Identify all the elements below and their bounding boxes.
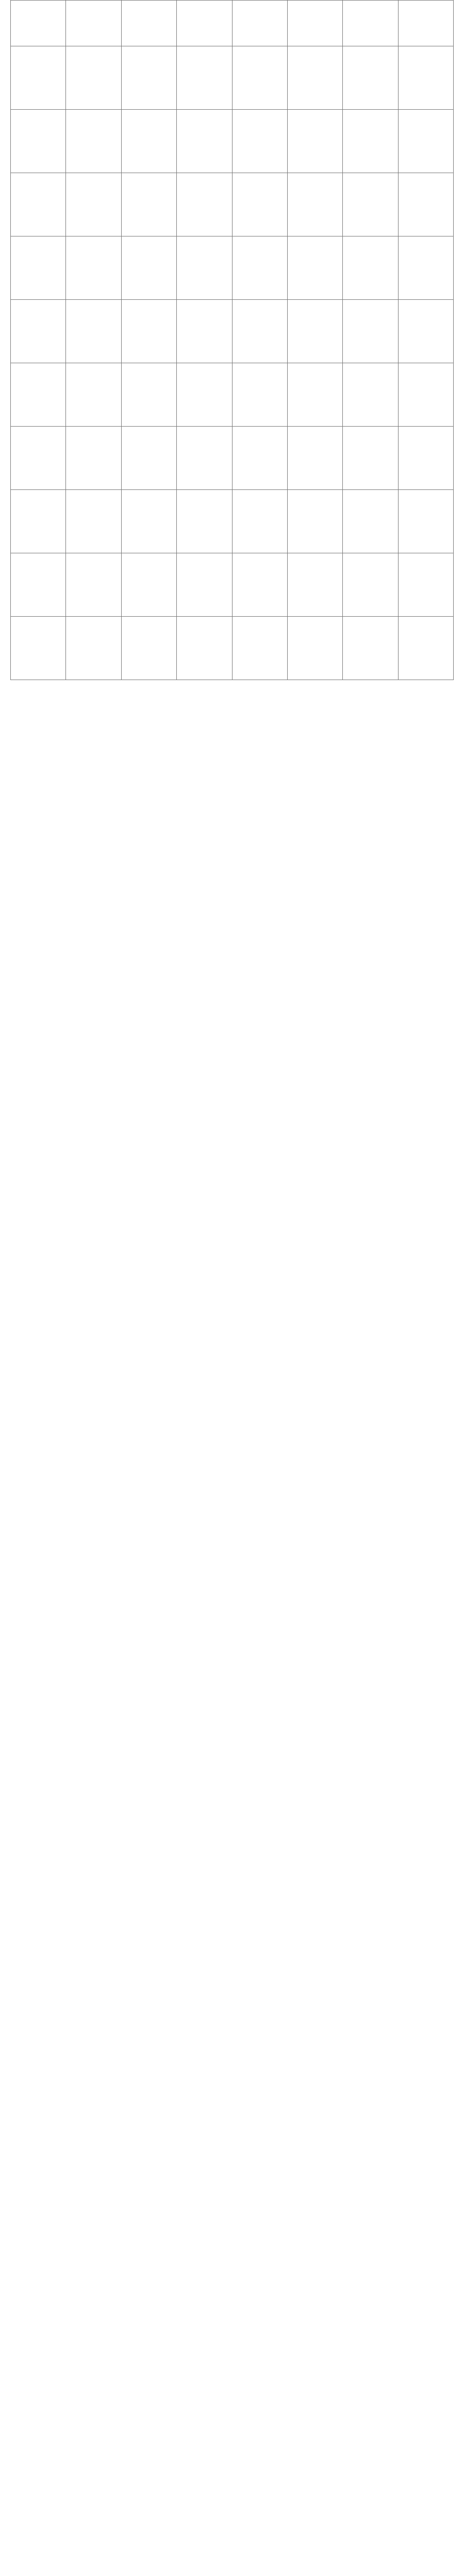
table-cell: [232, 110, 287, 173]
table-cell: [66, 490, 121, 553]
table-cell: [11, 236, 66, 300]
table-cell: [343, 363, 398, 427]
table-cell: [121, 617, 176, 680]
table-cell: [121, 46, 176, 110]
table-cell: [287, 617, 342, 680]
table-cell: [343, 617, 398, 680]
table-cell: [232, 173, 287, 236]
table-cell: [343, 236, 398, 300]
table-cell: [232, 300, 287, 363]
table-cell: [343, 553, 398, 617]
table-cell: [121, 363, 176, 427]
table-cell: [177, 46, 232, 110]
table-cell: [121, 427, 176, 490]
column-header: [343, 1, 398, 46]
table-cell: [398, 427, 453, 490]
table-cell: [177, 427, 232, 490]
table-cell: [66, 617, 121, 680]
table-cell: [398, 110, 453, 173]
table-cell: [121, 300, 176, 363]
table-cell: [66, 553, 121, 617]
table-cell: [66, 300, 121, 363]
column-header: [66, 1, 121, 46]
table-row: [11, 427, 454, 490]
table-cell: [66, 427, 121, 490]
table-cell: [398, 300, 453, 363]
table-cell: [66, 46, 121, 110]
table-cell: [287, 490, 342, 553]
table-cell: [398, 553, 453, 617]
table-cell: [287, 300, 342, 363]
table-row: [11, 110, 454, 173]
table-cell: [121, 110, 176, 173]
table-cell: [343, 110, 398, 173]
table-cell: [232, 427, 287, 490]
table-cell: [177, 300, 232, 363]
table-cell: [343, 46, 398, 110]
table-cell: [177, 110, 232, 173]
table-cell: [66, 236, 121, 300]
table-body: [11, 46, 454, 680]
table-cell: [177, 553, 232, 617]
table-cell: [121, 553, 176, 617]
table-cell: [121, 173, 176, 236]
table-cell: [398, 490, 453, 553]
table-cell: [232, 553, 287, 617]
table-cell: [287, 46, 342, 110]
table-cell: [11, 300, 66, 363]
table-cell: [232, 363, 287, 427]
table-cell: [11, 110, 66, 173]
table-cell: [177, 363, 232, 427]
table-cell: [287, 110, 342, 173]
table-cell: [232, 46, 287, 110]
table-cell: [287, 363, 342, 427]
table-cell: [398, 46, 453, 110]
table-cell: [11, 490, 66, 553]
table-cell: [343, 490, 398, 553]
table-cell: [398, 617, 453, 680]
table-cell: [398, 236, 453, 300]
table-row: [11, 173, 454, 236]
table-cell: [398, 363, 453, 427]
table-cell: [11, 363, 66, 427]
table-cell: [287, 173, 342, 236]
table-row: [11, 363, 454, 427]
table-row: [11, 236, 454, 300]
table-cell: [343, 427, 398, 490]
table-cell: [343, 173, 398, 236]
table-cell: [121, 490, 176, 553]
table-cell: [11, 553, 66, 617]
personnel-table: [10, 0, 454, 680]
table-cell: [232, 490, 287, 553]
column-header: [232, 1, 287, 46]
column-header: [177, 1, 232, 46]
table-cell: [232, 617, 287, 680]
table-cell: [177, 617, 232, 680]
table-cell: [11, 173, 66, 236]
table-row: [11, 46, 454, 110]
header-row: [11, 1, 454, 46]
table-cell: [177, 173, 232, 236]
table-row: [11, 490, 454, 553]
table-cell: [11, 617, 66, 680]
table-header: [11, 1, 454, 46]
table-cell: [343, 300, 398, 363]
table-cell: [287, 553, 342, 617]
table-cell: [177, 236, 232, 300]
table-cell: [66, 363, 121, 427]
table-cell: [66, 110, 121, 173]
table-cell: [11, 427, 66, 490]
table-row: [11, 300, 454, 363]
column-header: [11, 1, 66, 46]
table-row: [11, 553, 454, 617]
table-cell: [287, 427, 342, 490]
table-cell: [66, 173, 121, 236]
table-cell: [287, 236, 342, 300]
table-cell: [11, 46, 66, 110]
column-header: [398, 1, 453, 46]
column-header: [287, 1, 342, 46]
table-cell: [232, 236, 287, 300]
table-cell: [398, 173, 453, 236]
table-row: [11, 617, 454, 680]
table-cell: [121, 236, 176, 300]
table-cell: [177, 490, 232, 553]
column-header: [121, 1, 176, 46]
